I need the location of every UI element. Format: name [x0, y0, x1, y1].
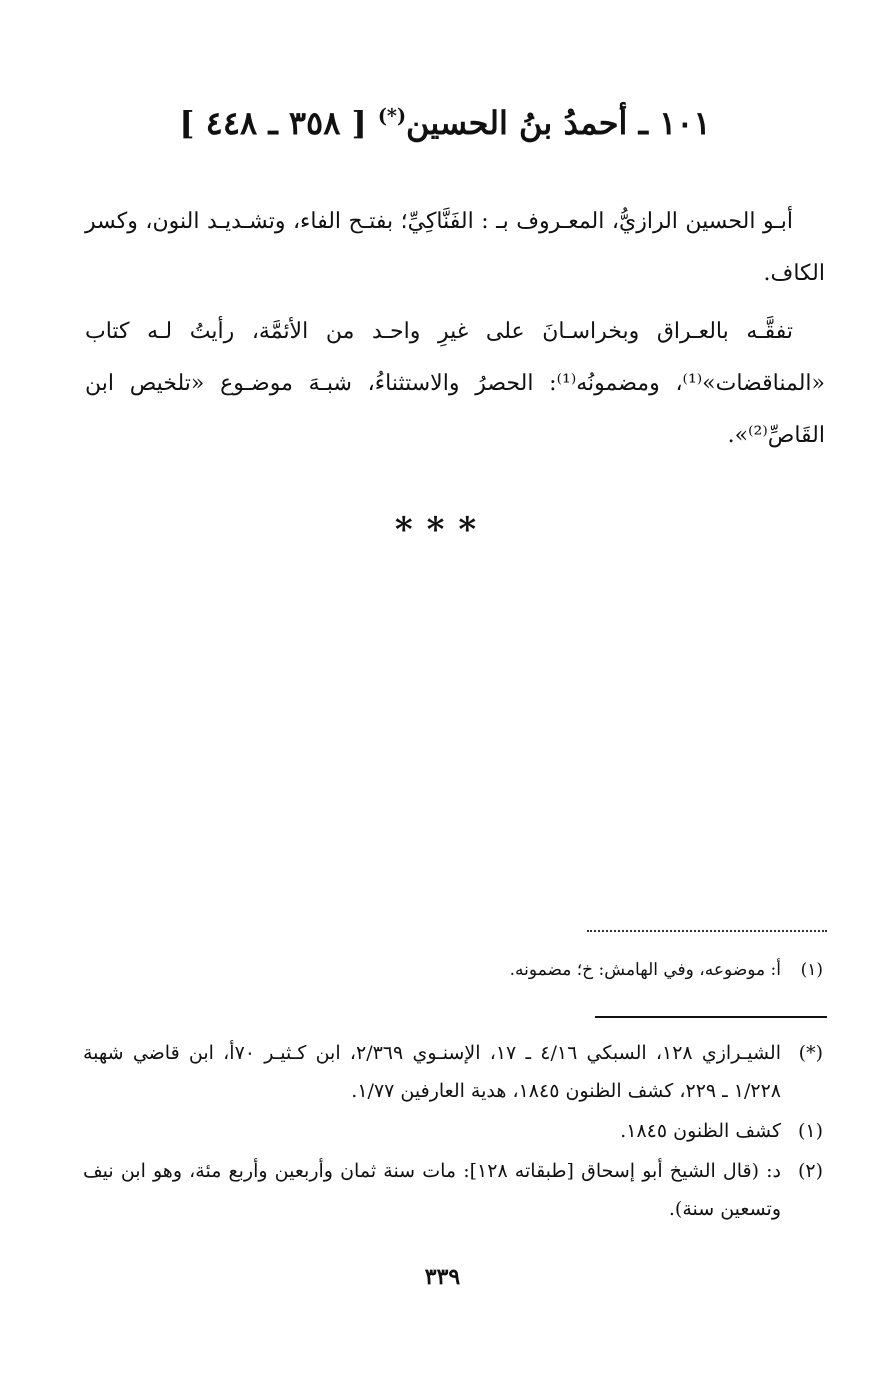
entry-dates: [ ٣٥٨ ـ ٤٤٨ ] — [179, 104, 367, 142]
footnote-text: كشف الظنون ١٨٤٥. — [620, 1120, 781, 1142]
section-separator: *** — [394, 510, 491, 550]
footnote-text: د: (قال الشيخ أبو إسحاق [طبقاته ١٢٨]: مات سنة ثمان وأربعين وأربع مئة، وهو ابن نيف وتسعين سنة). — [83, 1160, 781, 1220]
manuscript-note — [83, 956, 823, 986]
entry-name: أحمدُ بنُ الحسين — [406, 104, 628, 142]
footnote-text: الشيـرازي ١٢٨، السبكي ٤/١٦ ـ ١٧، الإسنـوي ٢/٣٦٩، ابن كـثيـر ٧٠أ، ابن قاضي شهبة ١/٢٢٨ ـ ٢٢٩، كشف الظنون ١٨٤٥، هدية العارفين ١/٧٧. — [83, 1042, 781, 1102]
manuscript-note-text: أ: موضوعه، وفي الهامش: خ؛ مضمونه. — [509, 960, 781, 980]
paragraph-1: أبـو الحسين الرازيُّ، المعـروف بـ : الفَنَّاكِيِّ؛ بفتـح الفاء، وتشـديـد النون، وكسر الكاف. — [85, 209, 825, 286]
paragraph-2: تفقَّـه بالعـراق وبخراسـانَ على غيرِ واحـد من الأئمَّة، رأيتُ لـه كتاب «المناقضات»⁽¹⁾، ومضمونُه⁽¹⁾: الحصرُ والاستثناءُ، شبـهَ موضـوع «تلخيص ابن القَاصِّ⁽²⁾». — [85, 319, 825, 448]
footnote-rule — [595, 1016, 827, 1018]
footnote-mark: (١) — [797, 1120, 823, 1142]
footnote — [83, 1152, 823, 1228]
dotted-divider — [587, 930, 827, 932]
entry-body — [85, 196, 825, 468]
entry-reference-mark: (*) — [377, 104, 407, 128]
footnote-mark: (٢) — [797, 1160, 823, 1182]
manuscript-note-mark: (١) — [800, 960, 823, 980]
footnote — [83, 1034, 823, 1110]
footnote — [83, 1112, 823, 1150]
entry-number: ١٠١ ـ — [638, 104, 711, 142]
footnotes — [83, 1034, 823, 1230]
footnote-mark: (*) — [798, 1042, 823, 1064]
page-number: ٣٣٩ — [424, 1264, 461, 1290]
entry-heading — [150, 104, 740, 142]
